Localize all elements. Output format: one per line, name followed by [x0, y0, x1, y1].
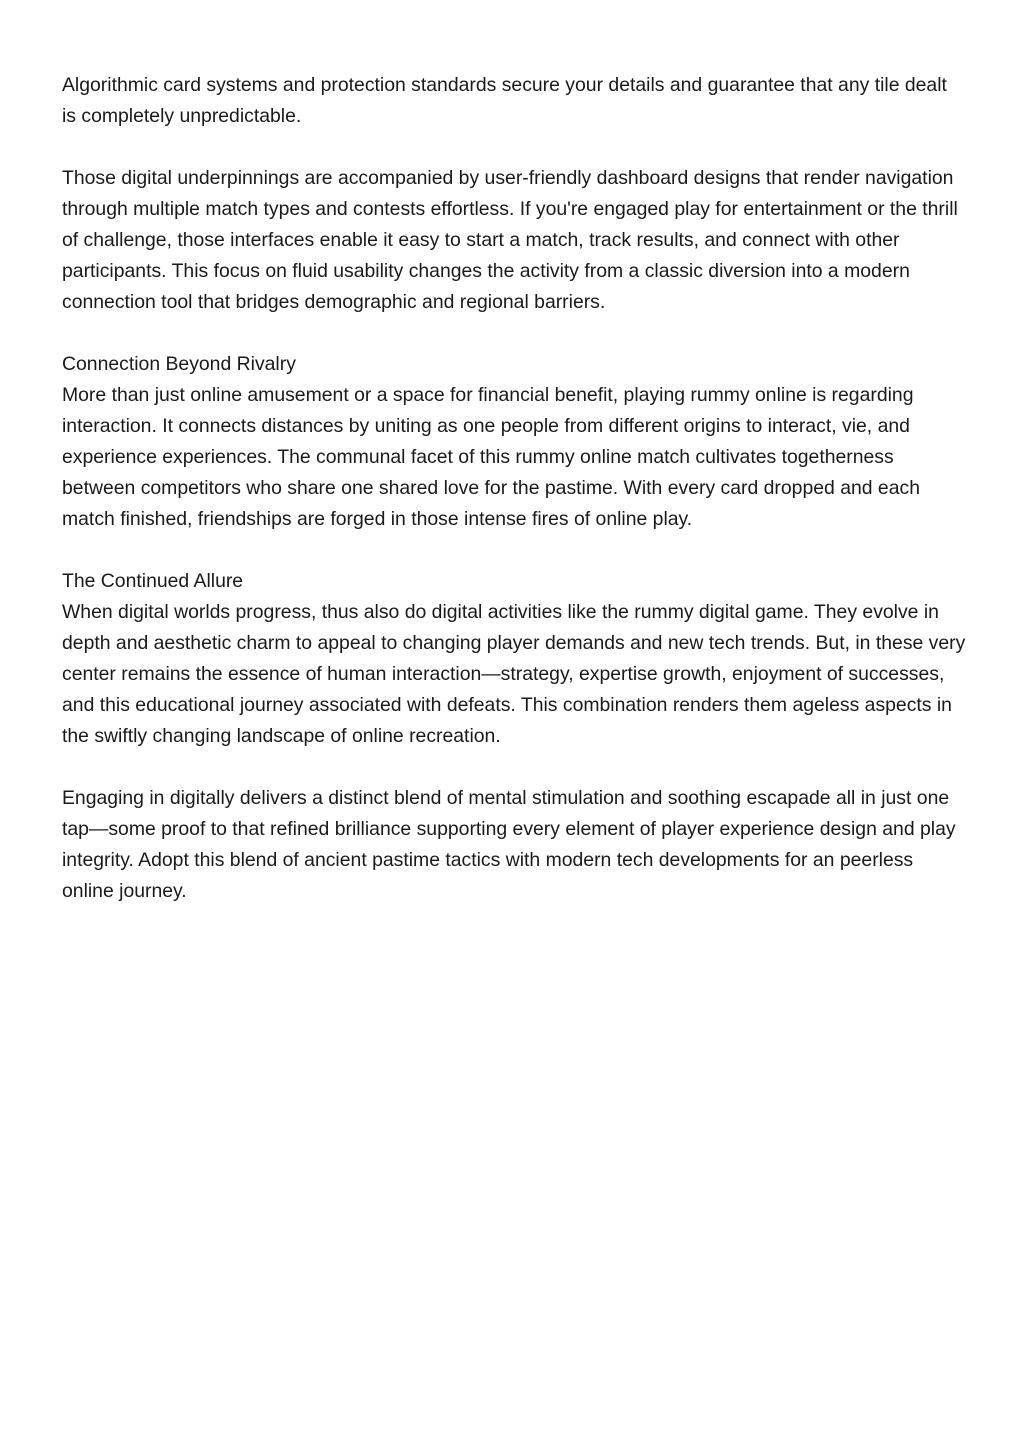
paragraph-engaging-digitally: Engaging in digitally delivers a distinct blend of mental stimulation and soothing escapade all in just one tap—some proof to that refined brilliance supporting every element of player experience design and play integrity. Adopt this blend of ancient pastime tactics with modern tech developments for an peerless online journey. — [62, 787, 956, 902]
paragraph-card-systems: Algorithmic card systems and protection standards secure your details and guarantee that any tile dealt is completely unpredictable. — [62, 74, 947, 127]
section-heading: Connection Beyond Rivalry — [62, 353, 296, 375]
paragraph-digital-underpinnings: Those digital underpinnings are accompanied by user-friendly dashboard designs that render navigation through multiple match types and contests effortless. If you're engaged play for entertainment or the thrill of challenge, those interfaces enable it easy to start a match, track results, and connect with other participants. This focus on fluid usability changes the activity from a classic diversion into a modern connection tool that bridges demographic and regional barriers. — [62, 167, 958, 313]
section-connection-beyond-rivalry — [62, 349, 966, 535]
document-page — [62, 70, 966, 938]
section-continued-allure — [62, 566, 966, 752]
section-body: More than just online amusement or a space for financial benefit, playing rummy online is regarding interaction. It connects distances by uniting as one people from different origins to interact, vie, and experience experiences. The communal facet of this rummy online match cultivates togetherness between competitors who share one shared love for the pastime. With every card dropped and each match finished, friendships are forged in those intense fires of online play. — [62, 384, 920, 530]
section-heading: The Continued Allure — [62, 570, 244, 592]
section-body: When digital worlds progress, thus also do digital activities like the rummy digital game. They evolve in depth and aesthetic charm to appeal to changing player demands and new tech trends. But, in these very center remains the essence of human interaction—strategy, expertise growth, enjoyment of successes, and this educational journey associated with defeats. This combination renders them ageless aspects in the swiftly changing landscape of online recreation. — [62, 601, 966, 747]
